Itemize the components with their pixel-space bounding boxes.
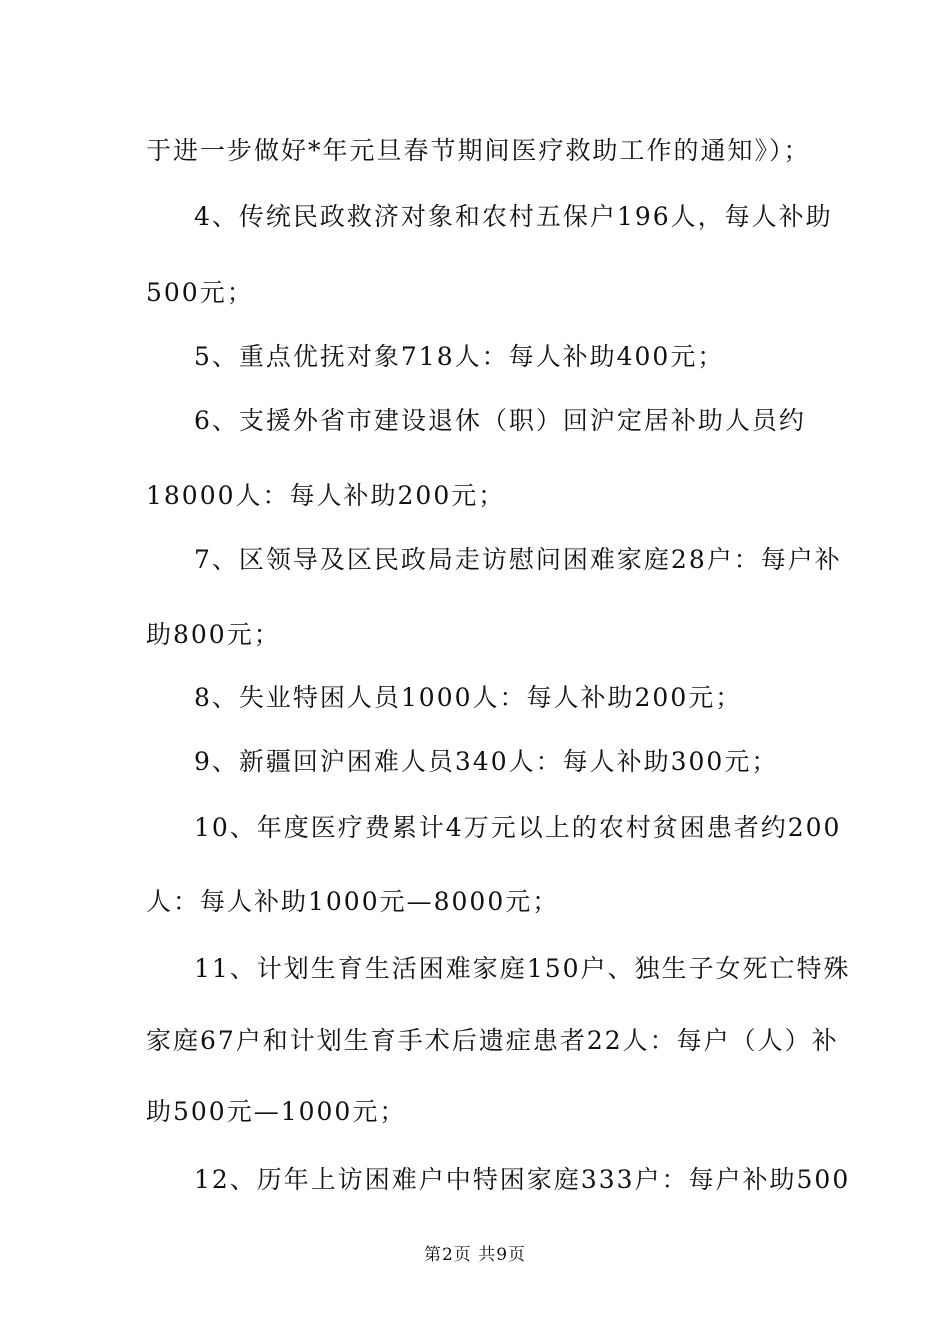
text-line: 500元； xyxy=(146,278,254,307)
text-line: 10、年度医疗费累计4万元以上的农村贫困患者约200 xyxy=(194,813,842,842)
text-line: 助800元； xyxy=(146,620,281,649)
page-footer: 第2页 共9页 xyxy=(423,1245,527,1265)
text-line: 9、新疆回沪困难人员340人：每人补助300元； xyxy=(194,747,779,776)
text-line: 6、支援外省市建设退休（职）回沪定居补助人员约 xyxy=(194,406,806,435)
text-line: 7、区领导及区民政局走访慰问困难家庭28户：每户补 xyxy=(194,545,842,574)
text-line: 11、计划生育生活困难家庭150户、独生子女死亡特殊 xyxy=(194,954,851,983)
text-line: 18000人：每人补助200元； xyxy=(146,481,506,510)
text-line: 于进一步做好*年元旦春节期间医疗救助工作的通知》）； xyxy=(146,136,811,165)
text-line: 人：每人补助1000元—8000元； xyxy=(146,887,560,916)
text-line: 12、历年上访困难户中特困家庭333户：每户补助500 xyxy=(194,1165,851,1194)
text-line: 家庭67户和计划生育手术后遗症患者22人：每户（人）补 xyxy=(146,1026,839,1055)
text-line: 5、重点优抚对象718人：每人补助400元； xyxy=(194,342,725,371)
text-line: 8、失业特困人员1000人：每人补助200元； xyxy=(194,683,743,712)
text-line: 助500元—1000元； xyxy=(146,1097,407,1126)
text-line: 4、传统民政救济对象和农村五保户196人，每人补助 xyxy=(194,202,833,231)
